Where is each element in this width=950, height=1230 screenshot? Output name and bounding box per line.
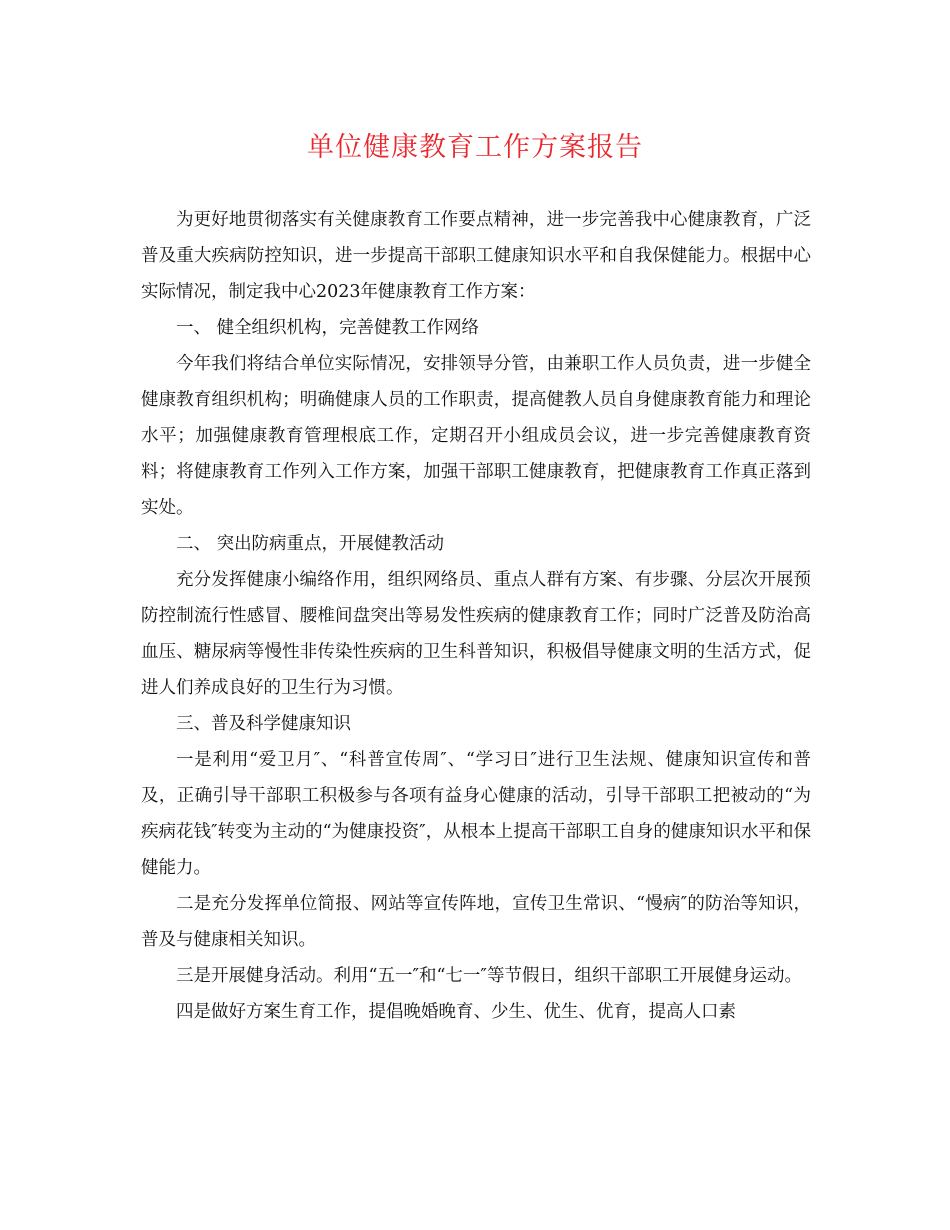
intro-paragraph: 为更好地贯彻落实有关健康教育工作要点精神，进一步完善我中心健康教育，广泛普及重大疾病防控知识，进一步提高干部职工健康知识水平和自我保健能力。根据中心实际情况，制定我中心2023年健康教育工作方案： <box>141 210 811 302</box>
body-paragraph: 二是充分发挥单位简报、网站等宣传阵地，宣传卫生常识、“慢病″的防治等知识，普及与健康相关知识。 <box>141 894 811 950</box>
section-heading-3: 三、普及科学健康知识 <box>176 714 351 734</box>
body-paragraph: 充分发挥健康小编络作用，组织网络员、重点人群有方案、有步骤、分层次开展预防控制流行性感冒、腰椎间盘突出等易发性疾病的健康教育工作；同时广泛普及防治高血压、糖尿病等慢性非传染性疾病的卫生科普知识，积极倡导健康文明的生活方式，促进人们养成良好的卫生行为习惯。 <box>141 570 811 698</box>
body-paragraph: 三是开展健身活动。利用“五一″和“七一″等节假日，组织干部职工开展健身运动。 <box>176 966 802 986</box>
body-paragraph: 今年我们将结合单位实际情况，安排领导分管，由兼职工作人员负责，进一步健全健康教育组织机构；明确健康人员的工作职责，提高健教人员自身健康教育能力和理论水平；加强健康教育管理根底工作，定期召开小组成员会议，进一步完善健康教育资料；将健康教育工作列入工作方案，加强干部职工健康教育，把健康教育工作真正落到实处。 <box>141 354 811 518</box>
body-paragraph: 四是做好方案生育工作，提倡晚婚晚育、少生、优生、优育，提高人口素 <box>176 1002 736 1022</box>
body-paragraph: 一是利用“爱卫月″、“科普宣传周″、“学习日″进行卫生法规、健康知识宣传和普及，正确引导干部职工积极参与各项有益身心健康的活动，引导干部职工把被动的“为疾病花钱″转变为主动的“为健康投资″，从根本上提高干部职工自身的健康知识水平和保健能力。 <box>141 750 811 878</box>
document-title: 单位健康教育工作方案报告 <box>307 132 643 163</box>
document-body <box>141 202 811 1030</box>
section-heading-2: 二、 突出防病重点，开展健教活动 <box>176 534 445 554</box>
section-heading-1: 一、 健全组织机构，完善健教工作网络 <box>176 318 480 338</box>
